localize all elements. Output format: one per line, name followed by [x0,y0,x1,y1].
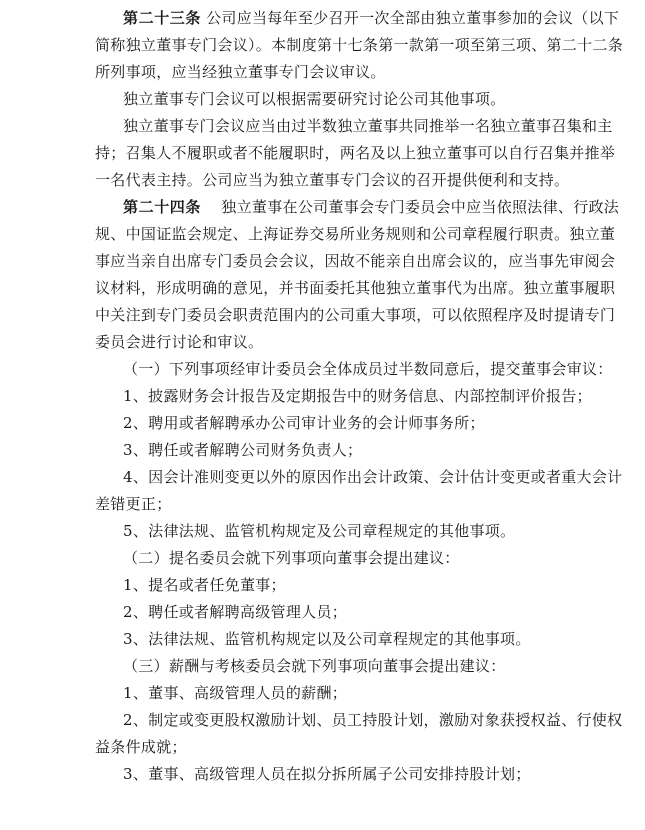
section-2-item-3: 3、法律法规、监管机构规定以及公司章程规定的其他事项。 [123,630,531,648]
section-1-item-1: 1、披露财务会计报告及定期报告中的财务信息、内部控制评价报告； [123,387,592,405]
article-24-heading: 第二十四条 [123,198,202,216]
article-23-paragraph-3-line-3: 一名代表主持。公司应当为独立董事专门会议的召开提供便利和支持。 [95,171,570,189]
section-1-item-4-continued: 差错更正； [95,495,172,513]
article-24-line-2: 规、中国证监会规定、上海证券交易所业务规则和公司章程履行职责。独立董 [95,225,616,243]
article-24-line-6: 委员会进行讨论和审议。 [95,333,264,351]
article-23-line-3: 所列事项，应当经独立董事专门会议审议。 [95,63,386,81]
article-24-line-4: 议材料，形成明确的意见，并书面委托其他独立董事代为出席。独立董事履职 [95,279,616,297]
section-1-title: （一）下列事项经审计委员会全体成员过半数同意后，提交董事会审议： [123,360,613,378]
article-23-text-1: 公司应当每年至少召开一次全部由独立董事参加的会议（以下 [206,9,620,27]
article-23-line-2: 简称独立董事专门会议）。本制度第十七条第一款第一项至第三项、第二十二条 [95,36,624,54]
section-1-item-3: 3、聘任或者解聘公司财务负责人； [123,441,363,459]
section-1-item-2: 2、聘用或者解聘承办公司审计业务的会计师事务所； [123,414,485,432]
article-24-text-1: 独立董事在公司董事会专门委员会中应当依照法律、行政法 [221,198,620,216]
section-2-item-2: 2、聘任或者解聘高级管理人员； [123,603,348,621]
section-1-item-5: 5、法律法规、监管机构规定及公司章程规定的其他事项。 [123,522,516,540]
article-24-line-5: 中关注到专门委员会职责范围内的公司重大事项，可以依照程序及时提请专门 [95,306,616,324]
section-2-title: （二）提名委员会就下列事项向董事会提出建议： [123,549,460,567]
section-1-item-4: 4、因会计准则变更以外的原因作出会计政策、会计估计变更或者重大会计 [123,468,623,486]
article-23-heading: 第二十三条 [123,9,202,27]
article-24-line-1 [123,197,619,217]
section-2-item-1: 1、提名或者任免董事； [123,576,286,594]
article-23-paragraph-3-line-2: 持；召集人不履职或者不能履职时，两名及以上独立董事可以自行召集并推举 [95,144,616,162]
section-3-item-2-continued: 益条件成就； [95,738,187,756]
section-3-title: （三）薪酬与考核委员会就下列事项向董事会提出建议： [123,657,506,675]
article-24-line-3: 事应当亲自出席专门委员会会议，因故不能亲自出席会议的，应当事先审阅会 [95,252,616,270]
article-23-paragraph-2: 独立董事专门会议可以根据需要研究讨论公司其他事项。 [123,90,506,108]
article-23-paragraph-3-line-1: 独立董事专门会议应当由过半数独立董事共同推举一名独立董事召集和主 [123,117,613,135]
article-23-line-1 [123,8,619,28]
section-3-item-3: 3、董事、高级管理人员在拟分拆所属子公司安排持股计划； [123,765,531,783]
section-3-item-1: 1、董事、高级管理人员的薪酬； [123,684,348,702]
section-3-item-2: 2、制定或变更股权激励计划、员工持股计划，激励对象获授权益、行使权 [123,711,623,729]
